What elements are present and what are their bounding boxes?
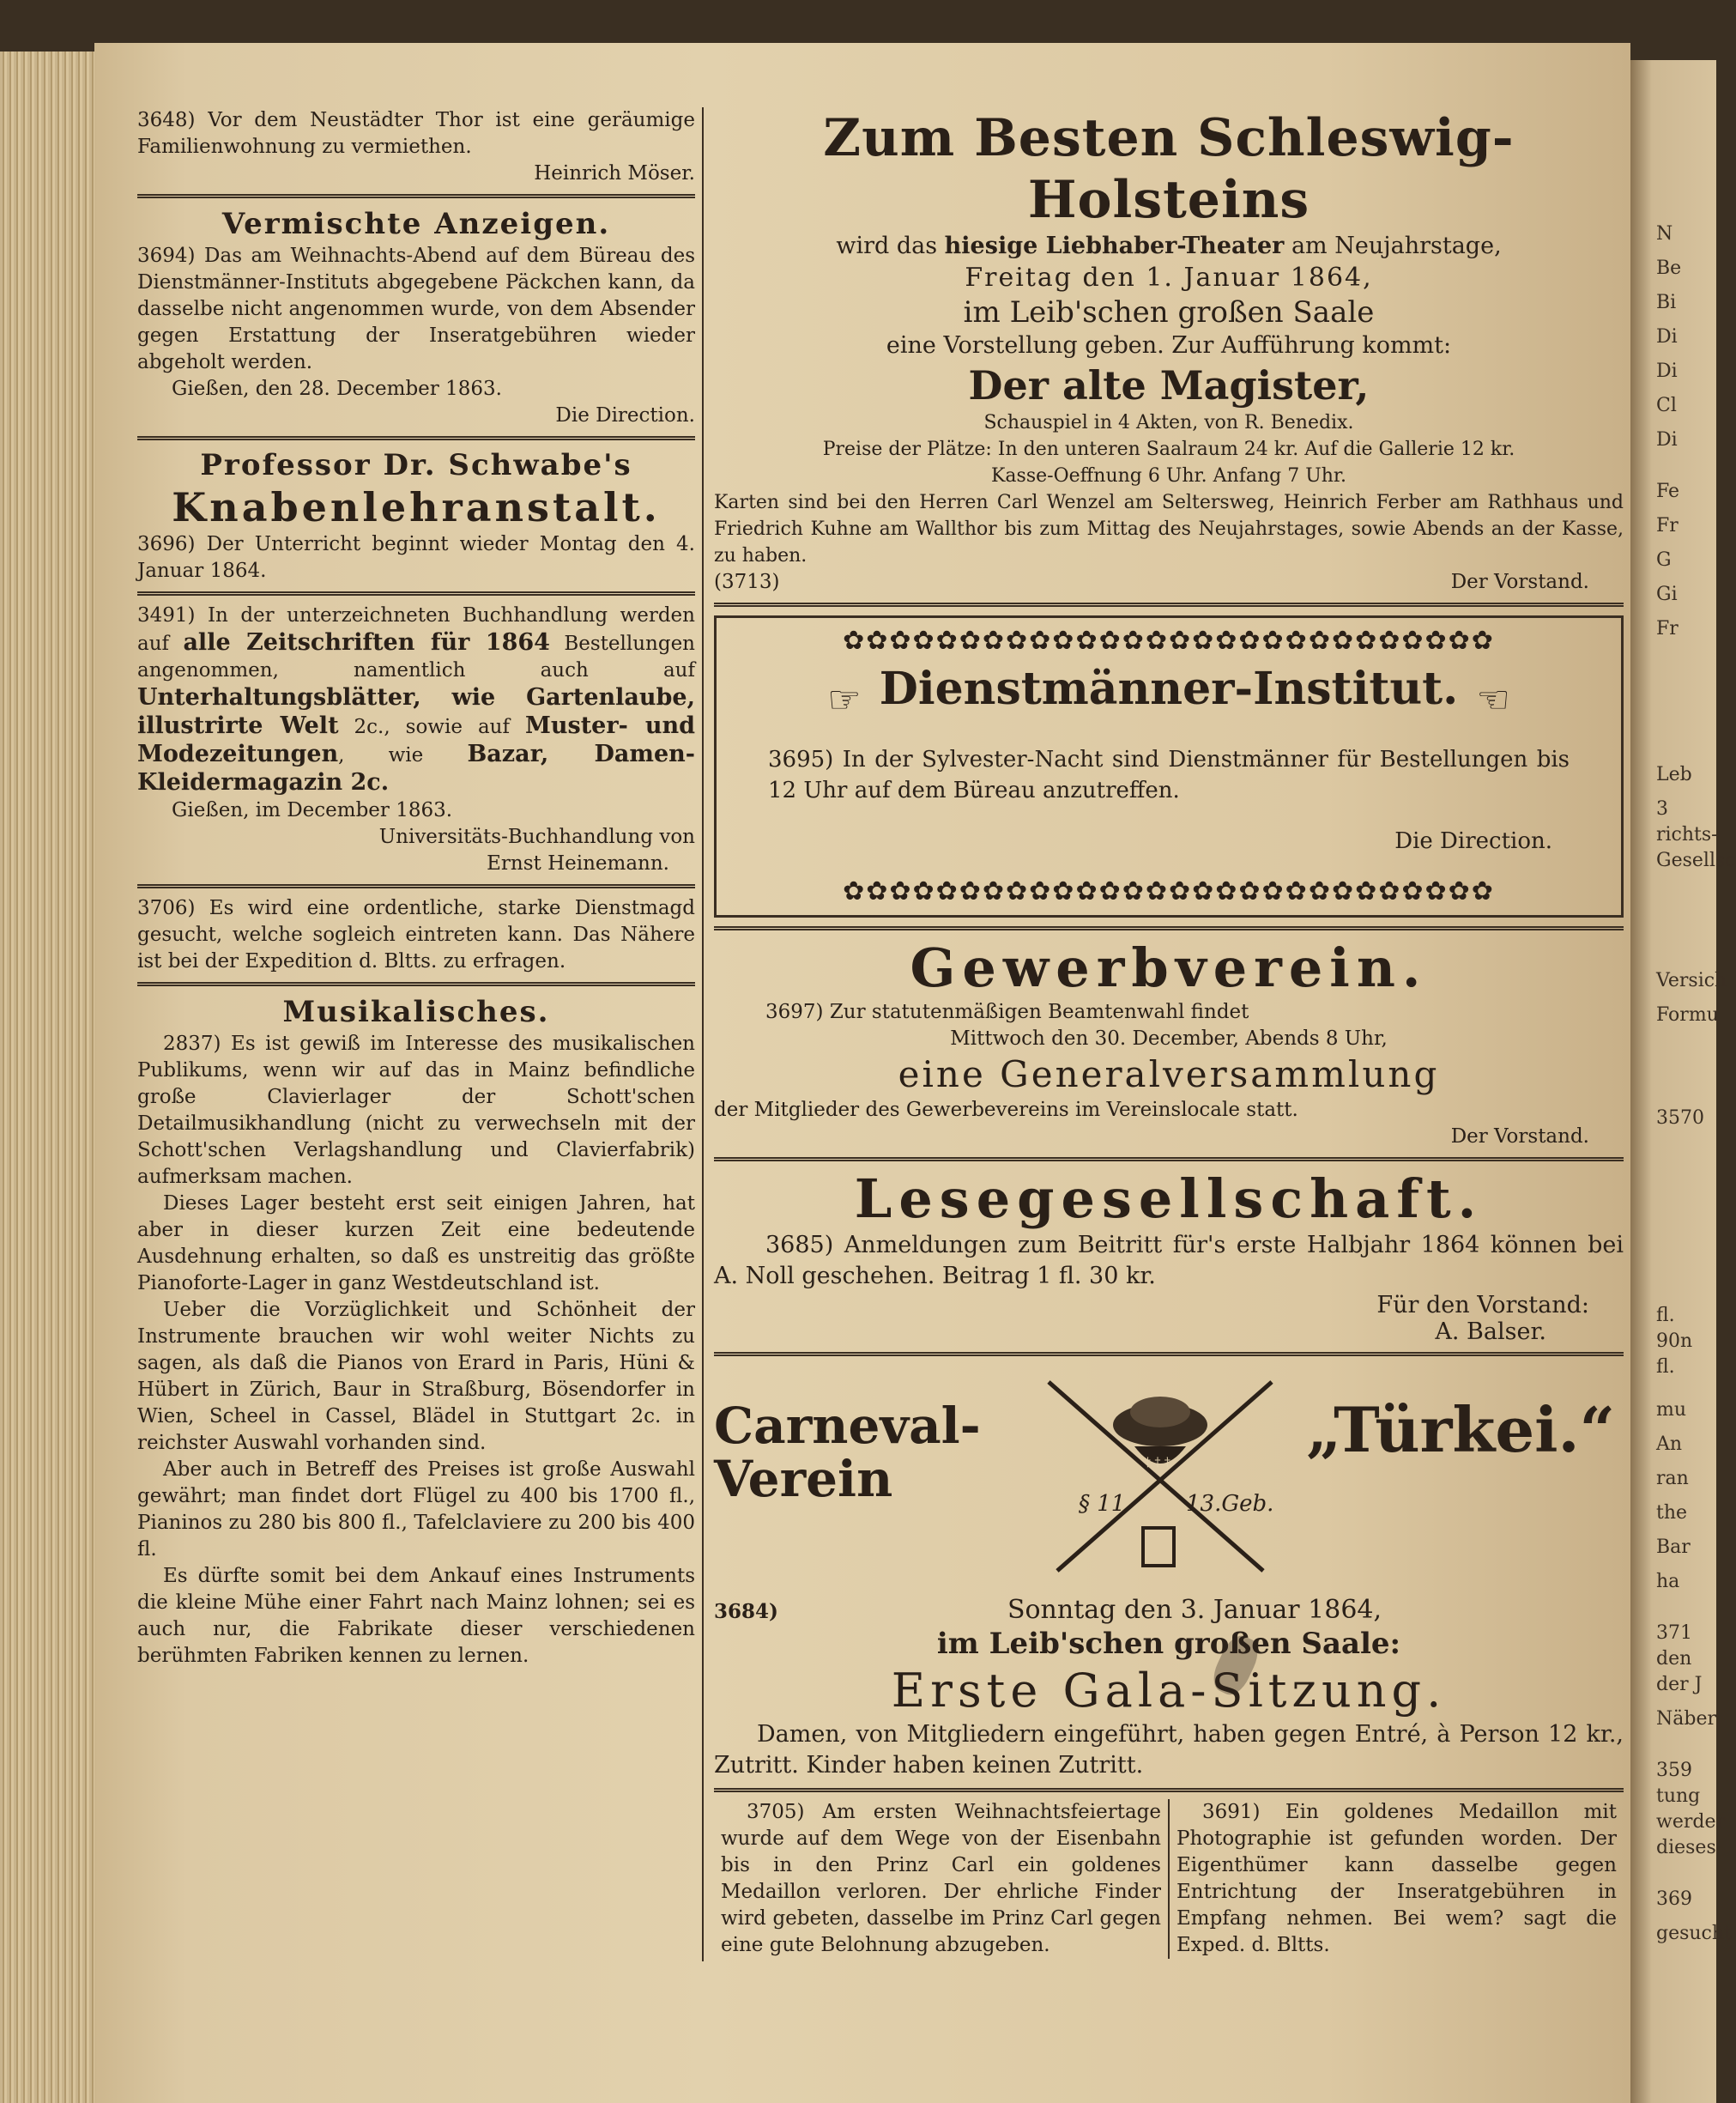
adjacent-page-text: N bbox=[1656, 223, 1673, 245]
divider bbox=[137, 982, 695, 986]
ad-text: 3694) Das am Weihnachts-Abend auf dem Büreau des Dienstmänner-Instituts abgegebene Päckchen kann, da dasselbe nicht angenommen wurde, von dem Absender gegen Erstattung der Inseratgebühren wieder abgeholt werden. bbox=[137, 245, 695, 373]
adjacent-page-text: dieses bbox=[1656, 1837, 1716, 1858]
adjacent-page-text: 369 bbox=[1656, 1888, 1692, 1910]
adjacent-page-text: 371 bbox=[1656, 1622, 1692, 1644]
bold-run: Muster- und Modezeitungen bbox=[137, 712, 696, 767]
adjacent-page-text: fl. bbox=[1656, 1356, 1675, 1378]
right-column bbox=[714, 107, 1624, 1959]
ad-date: Gießen, den 28. December 1863. bbox=[172, 378, 502, 400]
paragraph-label: § 11 bbox=[1079, 1491, 1126, 1517]
ad-3695 bbox=[714, 615, 1624, 918]
svg-text:† † †: † † † bbox=[1145, 1456, 1170, 1470]
ad-line-large: eine Generalversammlung bbox=[898, 1053, 1440, 1095]
pointing-hand-left-icon: ☜ bbox=[1476, 678, 1510, 722]
adjacent-page-text: 90n bbox=[1656, 1330, 1693, 1352]
ad-title: Dienstmänner-Institut. bbox=[879, 663, 1459, 715]
ad-line bbox=[714, 231, 1624, 262]
ad-line: Freitag den 1. Januar 1864, bbox=[965, 263, 1373, 293]
ad-title: Zum Besten Schleswig-Holsteins bbox=[823, 108, 1515, 230]
adjacent-page-text: tung bbox=[1656, 1785, 1701, 1807]
adjacent-page-text: richts- bbox=[1656, 824, 1718, 845]
ad-signature: Heinrich Möser. bbox=[534, 162, 695, 185]
divider bbox=[714, 603, 1624, 607]
divider bbox=[137, 591, 695, 596]
bold-run: hiesige Liebhaber-Theater bbox=[944, 233, 1285, 259]
ad-signature: Universitäts-Buchhandlung von bbox=[378, 826, 695, 848]
adjacent-page-text: Fr bbox=[1656, 618, 1679, 639]
ad-signature: Die Direction. bbox=[1394, 828, 1552, 854]
ad-text: 3691) Ein goldenes Medaillon mit Photographie ist gefunden worden. Der Eigenthümer kann dasselbe gegen Entrichtung der Inseratgebühren in Empfang nehmen. Bei wem? sagt die Exped. d. Bltts. bbox=[1176, 1801, 1617, 1956]
ad-line: Mittwoch den 30. December, Abends 8 Uhr, bbox=[950, 1027, 1388, 1050]
ad-3491 bbox=[137, 603, 695, 877]
ad-title: Professor Dr. Schwabe's bbox=[200, 448, 632, 482]
adjacent-page-text: Fe bbox=[1656, 481, 1680, 502]
ad-line: Kasse-Oeffnung 6 Uhr. Anfang 7 Uhr. bbox=[991, 465, 1346, 487]
ad-3706 bbox=[137, 895, 695, 975]
book-page-edges bbox=[0, 52, 94, 2103]
adjacent-page-text: Formu bbox=[1656, 1004, 1719, 1026]
ad-3705 bbox=[714, 1799, 1168, 1959]
ad-paragraph: Ueber die Vorzüglichkeit und Schönheit der Instrumente brauchen wir wohl weiter Nichts zu sagen, als daß die Pianos von Erard in Paris, Hüni & Hübert in Zürich, Baur in Straßburg, Bösendorfer in Wien, Scheel in Cassel, Blädel in Stuttgart 2c. in reichster Auswahl vorhanden sind. bbox=[137, 1299, 695, 1454]
divider bbox=[714, 1352, 1624, 1356]
carnival-emblem-icon bbox=[1031, 1365, 1289, 1597]
ad-2837 bbox=[137, 993, 695, 1670]
adjacent-page-text: Di bbox=[1656, 429, 1678, 451]
ad-line: im Leib'schen großen Saale bbox=[963, 295, 1375, 330]
adjacent-page-text: werder bbox=[1656, 1811, 1725, 1833]
found-lost-ads bbox=[714, 1799, 1624, 1959]
ad-line: im Leib'schen großen Saale: bbox=[936, 1627, 1401, 1661]
ad-paragraph: Aber auch in Betreff des Preises ist große Auswahl gewährt; man findet dort Flügel zu 400 bis 1700 fl., Pianinos zu 280 bis 800 fl., Tafelclaviere zu 200 bis 400 fl. bbox=[137, 1458, 695, 1561]
ad-text: 3705) Am ersten Weihnachtsfeiertage wurde auf dem Wege von der Eisenbahn bis in den Prinz Carl ein goldenes Medaillon verloren. Der ehrliche Finder wird gebeten, dasselbe im Prinz Carl gegen eine gute Belohnung abzugeben. bbox=[721, 1801, 1161, 1956]
article-label: 13.Geb. bbox=[1186, 1491, 1274, 1517]
ad-line: der Mitglieder des Gewerbevereins im Vereinslocale statt. bbox=[714, 1099, 1298, 1121]
pointing-hand-right-icon: ☞ bbox=[827, 678, 862, 722]
divider bbox=[714, 1157, 1624, 1161]
ad-title: Gewerbverein. bbox=[910, 936, 1428, 999]
left-column bbox=[137, 107, 695, 1670]
adjacent-page-text: G bbox=[1656, 549, 1672, 571]
ad-title-row bbox=[734, 663, 1604, 722]
ad-paragraph: Es dürfte somit bei dem Ankauf eines Instruments die kleine Mühe einer Fahrt nach Mainz lohnen; sei es auch nur, die Fabrikate dieser verschiedenen berühmten Fabriken kennen zu lernen. bbox=[137, 1565, 695, 1667]
ad-text bbox=[137, 603, 695, 797]
ad-3685 bbox=[714, 1168, 1624, 1345]
divider bbox=[137, 436, 695, 440]
adjacent-page-text: An bbox=[1656, 1433, 1683, 1455]
adjacent-page-text: Di bbox=[1656, 326, 1678, 348]
ad-line: eine Vorstellung geben. Zur Aufführung kommt: bbox=[886, 332, 1452, 359]
carnival-header bbox=[714, 1365, 1624, 1597]
ad-date: Sonntag den 3. Januar 1864, bbox=[1007, 1595, 1382, 1625]
ad-signature: Der Vorstand. bbox=[1450, 1125, 1589, 1148]
ad-footer bbox=[714, 569, 1624, 596]
ad-text: 3706) Es wird eine ordentliche, starke Dienstmagd gesucht, welche sogleich eintreten kann. Das Nähere ist bei der Expedition d. Bltts. zu erfragen. bbox=[137, 897, 695, 973]
ad-3648 bbox=[137, 107, 695, 187]
ad-signature: Der Vorstand. bbox=[1450, 571, 1589, 593]
adjacent-page-text: 3 bbox=[1656, 798, 1668, 820]
text-run: 3491) In der unterzeichneten Buchhandlung werden auf bbox=[137, 604, 695, 655]
ad-date: Gießen, im December 1863. bbox=[172, 799, 453, 821]
adjacent-page-text: Fr bbox=[1656, 515, 1679, 536]
adjacent-page-text: Gesellsc bbox=[1656, 850, 1736, 871]
ad-paragraph: 2837) Es ist gewiß im Interesse des musikalischen Publikums, wenn wir auf das in Mainz befindliche große Clavierlager der Schott'schen Detailmusikhandlung (nicht zu verwechseln mit der Schott'schen Verlagshandlung und Clavierfabrik) aufmerksam machen. bbox=[137, 1033, 695, 1188]
ad-signature: A. Balser. bbox=[1435, 1318, 1546, 1345]
ad-3713 bbox=[714, 107, 1624, 596]
ad-title: Musikalisches. bbox=[282, 995, 550, 1029]
ad-text: Damen, von Mitgliedern eingeführt, haben gegen Entré, à Person 12 kr., Zutritt. Kinder haben keinen Zutritt. bbox=[714, 1721, 1624, 1779]
ad-line: 3697) Zur statutenmäßigen Beamtenwahl findet bbox=[765, 1001, 1249, 1023]
ad-line: Karten sind bei den Herren Carl Wenzel am Seltersweg, Heinrich Ferber am Rathhaus und Friedrich Kuhne am Wallthor bis zum Mittag des Neujahrstages, sowie Abends an der Kasse, zu haben. bbox=[714, 492, 1624, 567]
ad-signature: Für den Vorstand: bbox=[1376, 1292, 1589, 1318]
ad-paragraph: Dieses Lager besteht erst seit einigen Jahren, hat aber in dieser kurzen Zeit eine bedeutende Ausdehnung erhalten, so daß es unstreitig das größte Pianoforte-Lager in ganz Westdeutschland ist. bbox=[137, 1192, 695, 1294]
ad-number: (3713) bbox=[714, 571, 780, 593]
text-run: wird das bbox=[836, 233, 945, 259]
divider bbox=[714, 926, 1624, 930]
adjacent-page-text: Di bbox=[1656, 361, 1678, 382]
ad-signature: Ernst Heinemann. bbox=[487, 852, 669, 875]
ad-3696 bbox=[137, 447, 695, 585]
adjacent-page-text: the bbox=[1656, 1502, 1688, 1524]
ad-3697 bbox=[714, 937, 1624, 1150]
ad-text: 3685) Anmeldungen zum Beitritt für's erste Halbjahr 1864 können bei A. Noll geschehen. Beitrag 1 fl. 30 kr. bbox=[714, 1232, 1624, 1289]
adjacent-page-text: mu bbox=[1656, 1399, 1687, 1421]
adjacent-page-text: ha bbox=[1656, 1571, 1680, 1592]
adjacent-page-text: Gi bbox=[1656, 584, 1678, 605]
section-title: Vermischte Anzeigen. bbox=[221, 207, 611, 241]
adjacent-page-text: Näber bbox=[1656, 1708, 1716, 1730]
text-run: 2c., sowie auf bbox=[338, 716, 525, 738]
ad-3684 bbox=[714, 1365, 1624, 1781]
ad-text: 3695) In der Sylvester-Nacht sind Dienstmänner für Bestellungen bis 12 Uhr auf dem Büreau anzutreffen. bbox=[768, 747, 1570, 803]
flower-ornament-icon: ✿✿✿✿✿✿✿✿✿✿✿✿✿✿✿✿✿✿✿✿✿✿✿✿✿✿✿✿ bbox=[843, 626, 1495, 656]
adjacent-page-text: gesucht bbox=[1656, 1923, 1732, 1944]
ad-3691 bbox=[1168, 1799, 1624, 1959]
adjacent-page-fragment bbox=[1630, 60, 1736, 2103]
bold-run: Unterhaltungsblätter, wie Gartenlaube, illustrirte Welt bbox=[137, 684, 695, 739]
ad-line-large: Erste Gala-Sitzung. bbox=[891, 1664, 1447, 1718]
carnival-title bbox=[714, 1399, 981, 1506]
ad-3694 bbox=[137, 243, 695, 429]
ad-text: 3648) Vor dem Neustädter Thor ist eine geräumige Familienwohnung zu vermiethen. bbox=[137, 109, 695, 158]
ad-line: Preise der Plätze: In den unteren Saalraum 24 kr. Auf die Gallerie 12 kr. bbox=[822, 439, 1515, 460]
carnival-title-line: Carneval- bbox=[714, 1397, 981, 1455]
adjacent-page-text: den bbox=[1656, 1648, 1692, 1670]
text-run: Bestellungen angenommen, namentlich auch auf bbox=[137, 633, 695, 682]
adjacent-page-text: Versich bbox=[1656, 970, 1727, 991]
ad-title-large: Knabenlehranstalt. bbox=[172, 484, 661, 530]
adjacent-page-text: fl. bbox=[1656, 1305, 1675, 1326]
carnival-title-line: Verein bbox=[714, 1450, 893, 1508]
ad-signature: Die Direction. bbox=[555, 404, 695, 427]
flower-ornament-icon: ✿✿✿✿✿✿✿✿✿✿✿✿✿✿✿✿✿✿✿✿✿✿✿✿✿✿✿✿ bbox=[843, 876, 1495, 906]
adjacent-page-text: Be bbox=[1656, 258, 1682, 279]
divider bbox=[137, 194, 695, 198]
ad-line: Schauspiel in 4 Akten, von R. Benedix. bbox=[983, 412, 1354, 433]
adjacent-page-text: Cl bbox=[1656, 395, 1677, 416]
adjacent-page-text: 3570 bbox=[1656, 1107, 1704, 1129]
divider bbox=[137, 884, 695, 888]
adjacent-page-text: ran bbox=[1656, 1468, 1689, 1489]
ad-text: 3696) Der Unterricht beginnt wieder Montag den 4. Januar 1864. bbox=[137, 533, 695, 582]
text-run: , wie bbox=[338, 744, 468, 767]
adjacent-page-text: der J bbox=[1656, 1674, 1703, 1695]
bold-run: alle Zeitschriften für 1864 bbox=[183, 629, 550, 656]
adjacent-page-text: Bi bbox=[1656, 292, 1677, 313]
adjacent-page-text: 359 bbox=[1656, 1760, 1692, 1781]
play-title: Der alte Magister, bbox=[968, 362, 1370, 409]
ad-title: Lesegesellschaft. bbox=[854, 1167, 1484, 1230]
bold-run: Bazar, Damen-Kleidermagazin 2c. bbox=[137, 741, 695, 796]
divider bbox=[714, 1788, 1624, 1792]
ad-line bbox=[714, 1597, 1624, 1625]
ad-number: 3684) bbox=[714, 1600, 778, 1623]
column-divider bbox=[702, 107, 704, 1961]
text-run: am Neujahrstage, bbox=[1284, 233, 1502, 259]
adjacent-page-text: Bar bbox=[1656, 1536, 1691, 1558]
adjacent-page-text: Leb bbox=[1656, 764, 1692, 785]
turkei-title: „Türkei.“ bbox=[1306, 1393, 1615, 1466]
